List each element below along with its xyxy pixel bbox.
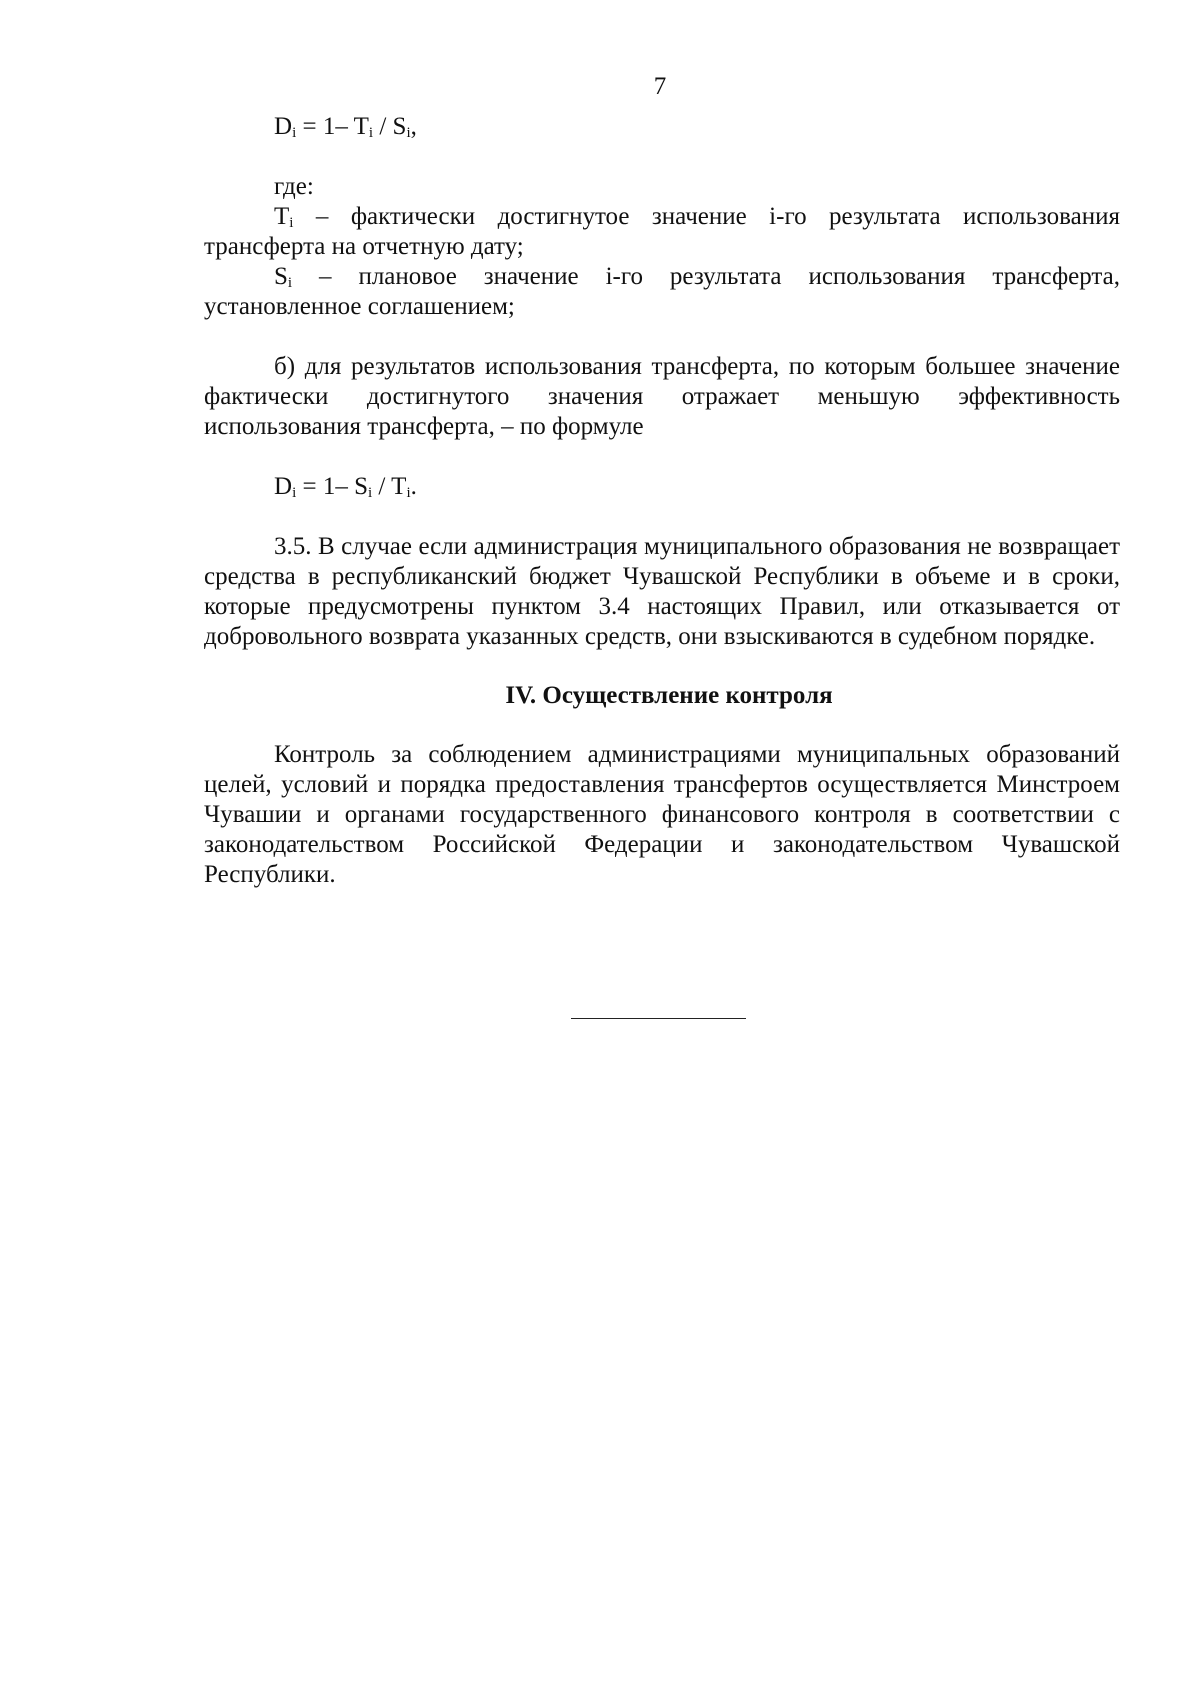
formula-t: T [391, 473, 407, 500]
formula-s-subscript: i [368, 485, 373, 501]
definition-s-subscript: i [287, 275, 293, 291]
where-label: где: [274, 173, 314, 200]
definition-s-symbol: S [274, 263, 288, 290]
spacer [204, 652, 1120, 681]
definition-t [204, 202, 1120, 262]
formula-s-subscript: i [406, 125, 411, 141]
formula-inverse [204, 472, 1120, 502]
paragraph-control: Контроль за соблюдением администрациями муниципальных образований целей, условий и порядка предоставления трансфертов осуществляется Минстроем Чувашии и органами государственного финансового контроля в соответствии с законодательством Российской Федерации и законодательством Чувашской Республики. [204, 741, 1120, 888]
formula-d: D [274, 113, 293, 140]
spacer [204, 502, 1120, 532]
formula-equals: = 1– [296, 473, 355, 500]
formula-d-subscript: i [292, 125, 297, 141]
page-number: 7 [653, 73, 667, 100]
spacer [204, 322, 1120, 352]
page-content [204, 112, 1120, 890]
formula-d: D [274, 473, 293, 500]
closing-rule [571, 1018, 746, 1019]
formula-end: , [410, 113, 417, 140]
section-heading: IV. Осуществление контроля [505, 682, 833, 709]
definition-t-symbol: T [274, 203, 290, 230]
paragraph-b: б) для результатов использования трансферта, по которым большее значение фактически достигнутого значения отражает меньшую эффективность использования трансферта, – по формуле [204, 353, 1120, 440]
formula-t-subscript: i [368, 125, 374, 141]
formula-s: S [392, 113, 407, 140]
definition-s [204, 262, 1120, 322]
formula-end: . [410, 473, 417, 500]
paragraph-3-5: 3.5. В случае если администрация муниципального образования не возвращает средства в республиканский бюджет Чувашской Республики в объеме и в сроки, которые предусмотрены пунктом 3.4 настоящих Правил, или отказывается от добровольного возврата указанных средств, они взыскиваются в судебном порядке. [204, 533, 1120, 650]
formula-direct [204, 112, 1120, 142]
formula-s: S [354, 473, 368, 500]
formula-equals: = 1– [296, 113, 354, 140]
spacer [204, 442, 1120, 472]
definition-t-text: – фактически достигнутое значение i-го результата использования трансферта на отчетную дату; [204, 203, 1120, 260]
definition-t-subscript: i [289, 215, 294, 231]
spacer [204, 142, 1120, 172]
formula-t: T [353, 113, 369, 140]
formula-slash: / [373, 113, 393, 140]
formula-t-subscript: i [406, 485, 411, 501]
formula-d-subscript: i [292, 485, 297, 501]
formula-slash: / [372, 473, 392, 500]
spacer [204, 711, 1120, 740]
definition-s-text: – плановое значение i-го результата использования трансферта, установленное соглашением; [204, 263, 1120, 320]
